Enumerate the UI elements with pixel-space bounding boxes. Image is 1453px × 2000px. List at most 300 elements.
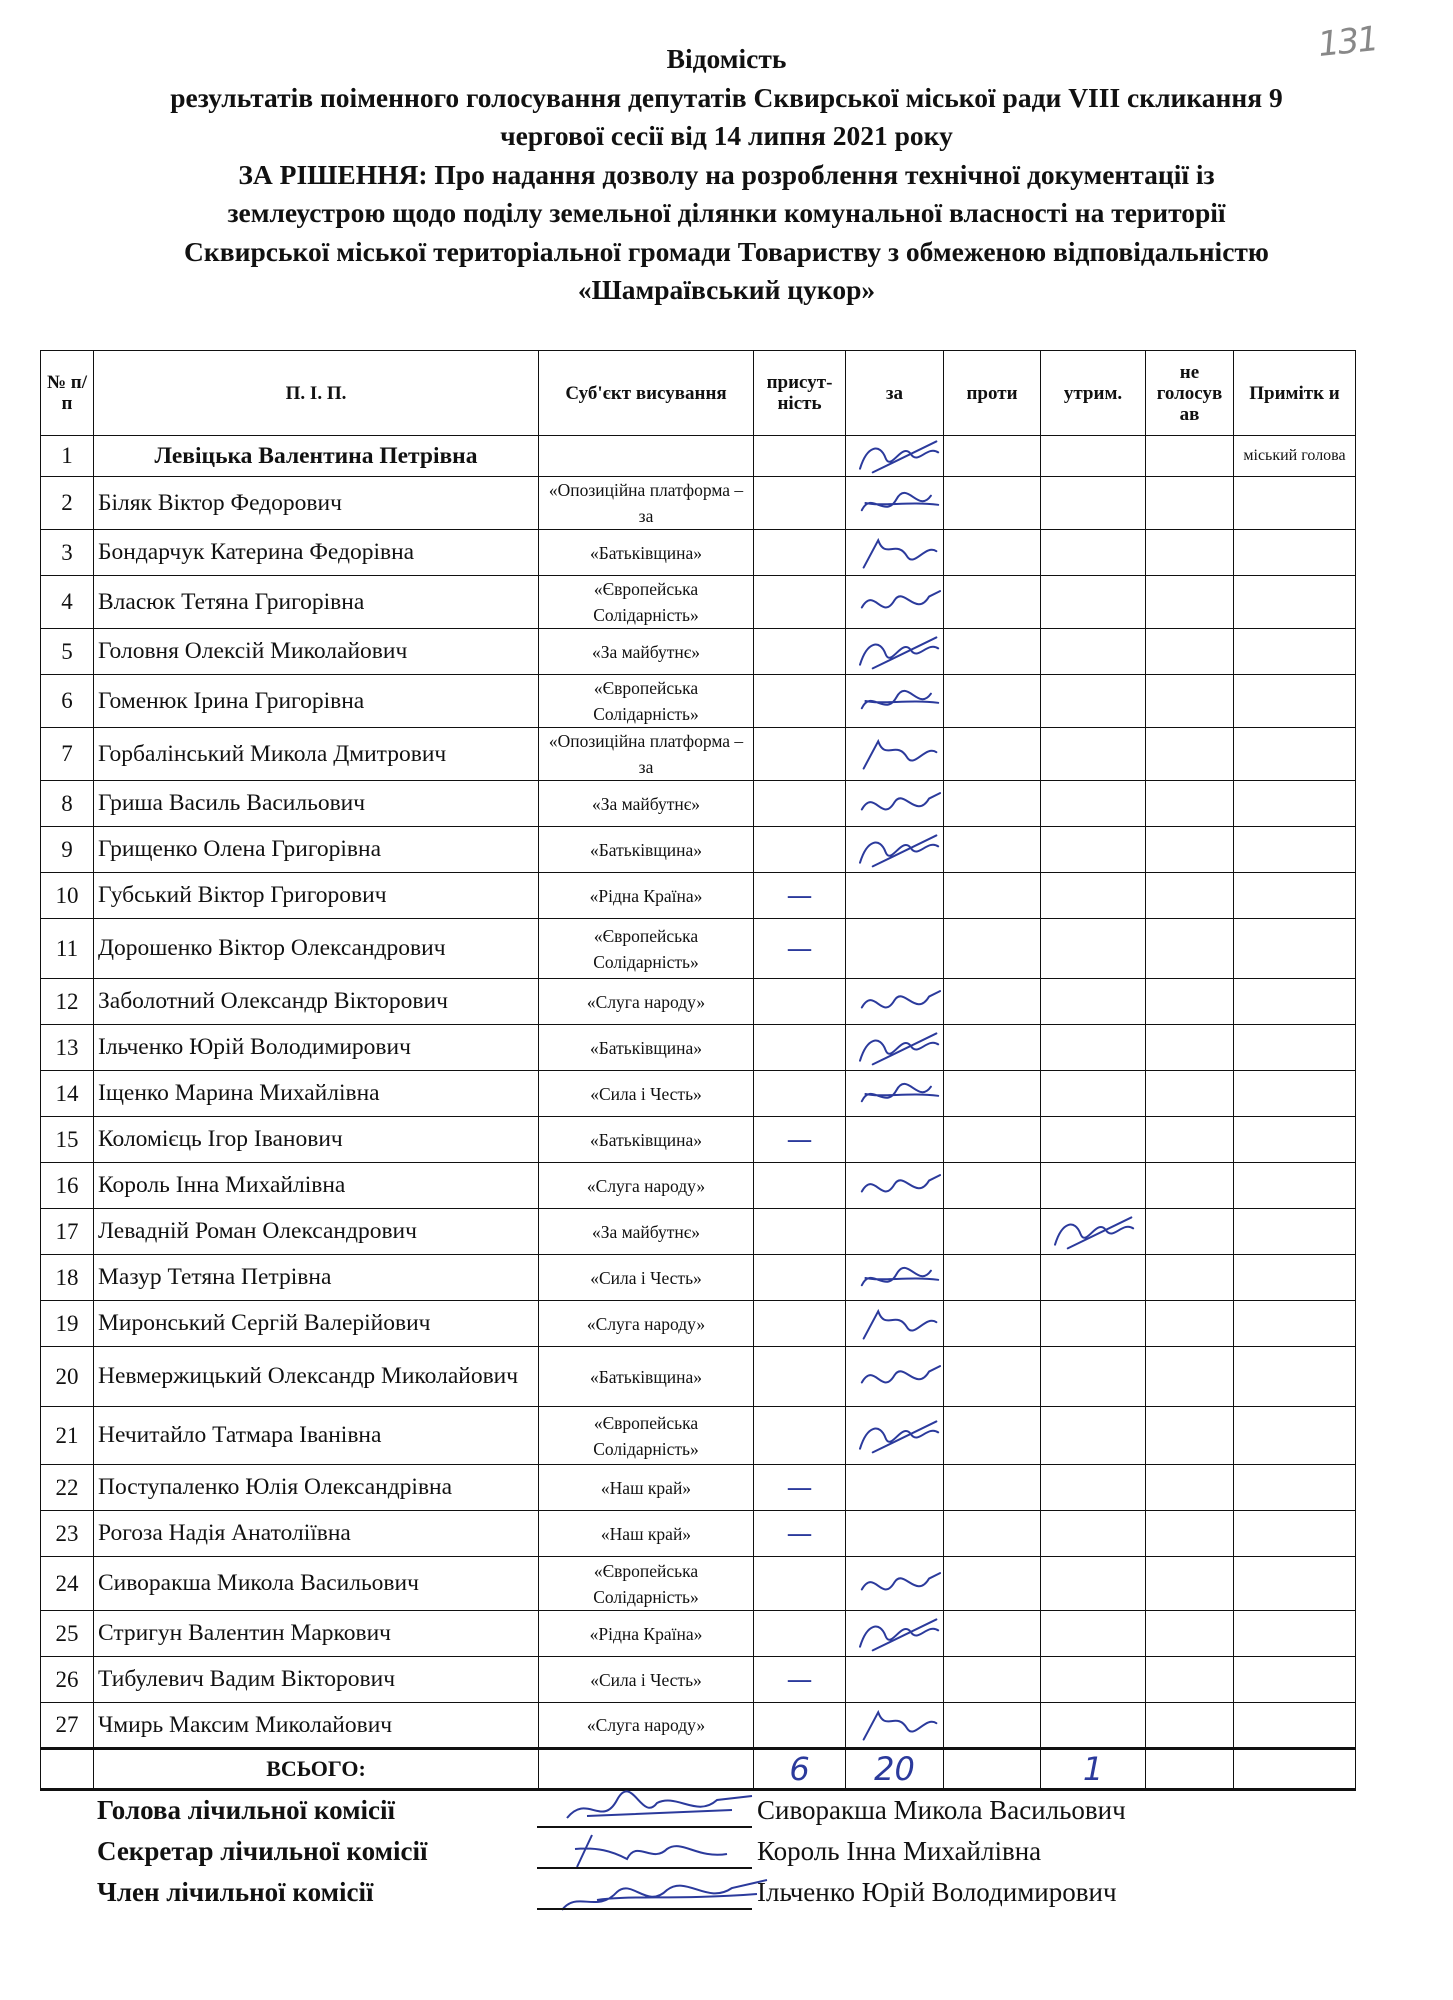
presence-mark: — — [754, 873, 846, 919]
vote-abstain — [1041, 1117, 1146, 1163]
row-number: 16 — [41, 1163, 94, 1209]
col-num: № п/п — [41, 351, 94, 436]
vote-not-voted — [1146, 530, 1234, 576]
handwritten-signature — [850, 533, 939, 573]
vote-against — [944, 1557, 1041, 1611]
handwritten-signature — [850, 734, 939, 774]
vote-for — [846, 1209, 944, 1255]
nominating-party: «Сила і Честь» — [539, 1255, 754, 1301]
signature-name: Ільченко Юрій Володимирович — [757, 1877, 1117, 1907]
handwritten-signature — [850, 1074, 939, 1114]
vote-against — [944, 1703, 1041, 1749]
row-number: 15 — [41, 1117, 94, 1163]
nominating-party: «Опозиційна платформа – за — [539, 477, 754, 530]
vote-for — [846, 1163, 944, 1209]
nominating-party: «Батьківщина» — [539, 530, 754, 576]
total-for: 20 — [846, 1749, 944, 1790]
vote-against — [944, 530, 1041, 576]
nominating-party: «Європейська Солідарність» — [539, 919, 754, 979]
handwritten-signature — [850, 1304, 939, 1344]
note — [1234, 1407, 1356, 1465]
vote-against — [944, 629, 1041, 675]
vote-for — [846, 477, 944, 530]
deputy-name: Король Інна Михайлівна — [94, 1163, 539, 1209]
note — [1234, 1347, 1356, 1407]
total-label: ВСЬОГО: — [94, 1749, 539, 1790]
deputy-name: Гриша Василь Васильович — [94, 781, 539, 827]
deputy-name: Грищенко Олена Григорівна — [94, 827, 539, 873]
nominating-party: «Батьківщина» — [539, 1117, 754, 1163]
vote-abstain — [1041, 1347, 1146, 1407]
header-line-6: Сквирської міської територіальної громади Товариству з обмеженою відповідальністю — [184, 235, 1269, 267]
vote-against — [944, 728, 1041, 781]
presence-mark — [754, 1407, 846, 1465]
vote-for — [846, 728, 944, 781]
presence-mark — [754, 827, 846, 873]
vote-for — [846, 1025, 944, 1071]
total-note — [1234, 1749, 1356, 1790]
vote-for — [846, 1703, 944, 1749]
deputy-name: Чмирь Максим Миколайович — [94, 1703, 539, 1749]
presence-mark — [754, 1209, 846, 1255]
note — [1234, 728, 1356, 781]
nominating-party: «Батьківщина» — [539, 1347, 754, 1407]
nominating-party: «Слуга народу» — [539, 1301, 754, 1347]
note — [1234, 1209, 1356, 1255]
vote-for — [846, 1611, 944, 1657]
vote-not-voted — [1146, 1025, 1234, 1071]
vote-against — [944, 477, 1041, 530]
vote-for — [846, 873, 944, 919]
vote-not-voted — [1146, 979, 1234, 1025]
vote-against — [944, 1209, 1041, 1255]
nominating-party — [539, 436, 754, 477]
note — [1234, 1071, 1356, 1117]
note — [1234, 629, 1356, 675]
nominating-party: «Європейська Солідарність» — [539, 1407, 754, 1465]
deputy-name: Іщенко Марина Михайлівна — [94, 1071, 539, 1117]
vote-abstain — [1041, 477, 1146, 530]
table-row — [41, 436, 1356, 477]
deputy-name: Сиворакша Микола Васильович — [94, 1557, 539, 1611]
vote-abstain — [1041, 1163, 1146, 1209]
vote-against — [944, 1163, 1041, 1209]
vote-against — [944, 1025, 1041, 1071]
nominating-party: «Сила і Честь» — [539, 1657, 754, 1703]
note — [1234, 979, 1356, 1025]
note — [1234, 530, 1356, 576]
vote-abstain — [1041, 576, 1146, 629]
presence-mark: — — [754, 1465, 846, 1511]
row-number: 21 — [41, 1407, 94, 1465]
row-number: 22 — [41, 1465, 94, 1511]
deputy-name: Рогоза Надія Анатоліївна — [94, 1511, 539, 1557]
row-number: 26 — [41, 1657, 94, 1703]
vote-abstain — [1041, 728, 1146, 781]
row-number: 9 — [41, 827, 94, 873]
header-line-7: «Шамраївський цукор» — [577, 274, 876, 305]
note — [1234, 1301, 1356, 1347]
deputy-name: Нечитайло Татмара Іванівна — [94, 1407, 539, 1465]
note — [1234, 1025, 1356, 1071]
document-header — [40, 40, 1413, 310]
handwritten-signature — [850, 1614, 939, 1654]
nominating-party: «Рідна Країна» — [539, 873, 754, 919]
handwritten-signature — [850, 1416, 939, 1456]
presence-mark — [754, 436, 846, 477]
vote-not-voted — [1146, 919, 1234, 979]
note — [1234, 477, 1356, 530]
vote-not-voted — [1146, 1557, 1234, 1611]
vote-for — [846, 1657, 944, 1703]
vote-for — [846, 1117, 944, 1163]
nominating-party: «Батьківщина» — [539, 827, 754, 873]
presence-mark — [754, 530, 846, 576]
note — [1234, 1163, 1356, 1209]
presence-mark — [754, 1611, 846, 1657]
vote-abstain — [1041, 1465, 1146, 1511]
vote-abstain — [1041, 1071, 1146, 1117]
deputy-name: Миронський Сергій Валерійович — [94, 1301, 539, 1347]
vote-abstain — [1041, 1209, 1146, 1255]
handwritten-signature — [850, 784, 939, 824]
vote-against — [944, 781, 1041, 827]
nominating-party: «За майбутнє» — [539, 1209, 754, 1255]
col-abstain: утрим. — [1041, 351, 1146, 436]
deputy-name: Дорошенко Віктор Олександрович — [94, 919, 539, 979]
vote-abstain — [1041, 979, 1146, 1025]
deputy-name: Заболотний Олександр Вікторович — [94, 979, 539, 1025]
vote-against — [944, 1255, 1041, 1301]
note — [1234, 1611, 1356, 1657]
row-number: 14 — [41, 1071, 94, 1117]
handwritten-signature — [850, 982, 939, 1022]
vote-for — [846, 1557, 944, 1611]
signature-name: Король Інна Михайлівна — [757, 1836, 1042, 1866]
vote-against — [944, 436, 1041, 477]
vote-not-voted — [1146, 1657, 1234, 1703]
vote-against — [944, 1071, 1041, 1117]
nominating-party: «Слуга народу» — [539, 1703, 754, 1749]
table-row — [41, 629, 1356, 675]
note — [1234, 919, 1356, 979]
table-row — [41, 1163, 1356, 1209]
note — [1234, 781, 1356, 827]
vote-not-voted — [1146, 436, 1234, 477]
presence-mark: — — [754, 919, 846, 979]
deputy-name: Мазур Тетяна Петрівна — [94, 1255, 539, 1301]
signature-row-member — [97, 1872, 1297, 1913]
note — [1234, 1465, 1356, 1511]
vote-abstain — [1041, 1407, 1146, 1465]
table-row — [41, 781, 1356, 827]
row-number: 10 — [41, 873, 94, 919]
handwritten-signature — [850, 1028, 939, 1068]
total-not-voted — [1146, 1749, 1234, 1790]
vote-for — [846, 1255, 944, 1301]
commission-signatures — [97, 1790, 1297, 1913]
handwritten-signature — [850, 483, 939, 523]
deputy-name: Ільченко Юрій Володимирович — [94, 1025, 539, 1071]
table-row — [41, 1071, 1356, 1117]
col-party: Суб'єкт висування — [539, 351, 754, 436]
row-number: 11 — [41, 919, 94, 979]
row-number: 3 — [41, 530, 94, 576]
signature-line — [537, 1908, 752, 1910]
signature-line — [537, 1826, 752, 1828]
vote-for — [846, 1465, 944, 1511]
handwritten-signature — [850, 1705, 939, 1745]
vote-abstain — [1041, 1025, 1146, 1071]
signature-row-chair — [97, 1790, 1297, 1831]
table-row — [41, 1465, 1356, 1511]
table-row — [41, 530, 1356, 576]
vote-for — [846, 1347, 944, 1407]
vote-not-voted — [1146, 1511, 1234, 1557]
vote-not-voted — [1146, 477, 1234, 530]
table-row — [41, 1301, 1356, 1347]
header-line-5: землеустрою щодо поділу земельної ділянки комунальної власності на території — [227, 197, 1226, 228]
presence-mark — [754, 576, 846, 629]
table-row — [41, 1557, 1356, 1611]
nominating-party: «Рідна Країна» — [539, 1611, 754, 1657]
vote-against — [944, 1511, 1041, 1557]
vote-abstain — [1041, 629, 1146, 675]
note — [1234, 1255, 1356, 1301]
vote-against — [944, 1301, 1041, 1347]
vote-not-voted — [1146, 1071, 1234, 1117]
vote-not-voted — [1146, 1465, 1234, 1511]
table-row — [41, 1255, 1356, 1301]
vote-abstain — [1041, 1611, 1146, 1657]
note: міський голова — [1234, 436, 1356, 477]
col-note: Примітк и — [1234, 351, 1356, 436]
presence-mark — [754, 629, 846, 675]
vote-not-voted — [1146, 1255, 1234, 1301]
vote-against — [944, 827, 1041, 873]
note — [1234, 675, 1356, 728]
vote-abstain — [1041, 675, 1146, 728]
deputy-name: Біляк Віктор Федорович — [94, 477, 539, 530]
presence-mark: — — [754, 1511, 846, 1557]
table-row — [41, 919, 1356, 979]
deputy-name: Тибулевич Вадим Вікторович — [94, 1657, 539, 1703]
voting-table — [40, 350, 1356, 1791]
presence-mark — [754, 781, 846, 827]
handwritten-signature — [850, 830, 939, 870]
vote-for — [846, 781, 944, 827]
vote-abstain — [1041, 1657, 1146, 1703]
handwritten-signature — [1045, 1212, 1141, 1252]
vote-abstain — [1041, 436, 1146, 477]
vote-not-voted — [1146, 1301, 1234, 1347]
vote-against — [944, 1407, 1041, 1465]
vote-not-voted — [1146, 873, 1234, 919]
row-number: 18 — [41, 1255, 94, 1301]
total-party — [539, 1749, 754, 1790]
row-number: 27 — [41, 1703, 94, 1749]
total-row — [41, 1749, 1356, 1790]
vote-not-voted — [1146, 675, 1234, 728]
handwritten-signature — [850, 1357, 939, 1397]
vote-abstain — [1041, 919, 1146, 979]
vote-not-voted — [1146, 827, 1234, 873]
vote-not-voted — [1146, 781, 1234, 827]
table-row — [41, 1025, 1356, 1071]
col-name: П. І. П. — [94, 351, 539, 436]
deputy-name: Головня Олексій Миколайович — [94, 629, 539, 675]
col-not-voted: не голосув ав — [1146, 351, 1234, 436]
table-row — [41, 1209, 1356, 1255]
vote-against — [944, 1117, 1041, 1163]
presence-mark — [754, 1025, 846, 1071]
vote-abstain — [1041, 873, 1146, 919]
row-number: 7 — [41, 728, 94, 781]
vote-against — [944, 1611, 1041, 1657]
deputy-name: Левадній Роман Олександрович — [94, 1209, 539, 1255]
nominating-party: «Слуга народу» — [539, 979, 754, 1025]
row-number: 4 — [41, 576, 94, 629]
note — [1234, 1657, 1356, 1703]
deputy-name: Горбалінський Микола Дмитрович — [94, 728, 539, 781]
presence-mark — [754, 1163, 846, 1209]
vote-for — [846, 1301, 944, 1347]
deputy-name: Коломієць Ігор Іванович — [94, 1117, 539, 1163]
vote-for — [846, 827, 944, 873]
nominating-party: «Наш край» — [539, 1465, 754, 1511]
row-number: 2 — [41, 477, 94, 530]
handwritten-signature — [557, 1870, 777, 1923]
table-row — [41, 1657, 1356, 1703]
nominating-party: «Європейська Солідарність» — [539, 1557, 754, 1611]
total-abstain: 1 — [1041, 1749, 1146, 1790]
vote-for — [846, 629, 944, 675]
vote-not-voted — [1146, 1703, 1234, 1749]
vote-abstain — [1041, 1255, 1146, 1301]
note — [1234, 827, 1356, 873]
nominating-party: «Наш край» — [539, 1511, 754, 1557]
vote-against — [944, 1347, 1041, 1407]
handwritten-signature — [850, 436, 939, 476]
signature-role: Член лічильної комісії — [97, 1877, 374, 1907]
vote-for — [846, 1511, 944, 1557]
vote-not-voted — [1146, 1611, 1234, 1657]
row-number: 17 — [41, 1209, 94, 1255]
row-number: 13 — [41, 1025, 94, 1071]
vote-not-voted — [1146, 1117, 1234, 1163]
presence-mark: — — [754, 1117, 846, 1163]
total-against — [944, 1749, 1041, 1790]
col-against: проти — [944, 351, 1041, 436]
table-row — [41, 827, 1356, 873]
table-row — [41, 1407, 1356, 1465]
table-row — [41, 979, 1356, 1025]
note — [1234, 1117, 1356, 1163]
vote-for — [846, 436, 944, 477]
presence-mark — [754, 1071, 846, 1117]
row-number: 23 — [41, 1511, 94, 1557]
deputy-name: Губський Віктор Григорович — [94, 873, 539, 919]
vote-for — [846, 530, 944, 576]
deputy-name: Поступаленко Юлія Олександрівна — [94, 1465, 539, 1511]
signature-role: Голова лічильної комісії — [97, 1795, 395, 1825]
vote-abstain — [1041, 1301, 1146, 1347]
col-present: присут-ність — [754, 351, 846, 436]
row-number: 20 — [41, 1347, 94, 1407]
header-title: Відомість — [666, 43, 787, 74]
table-row — [41, 1703, 1356, 1749]
col-for: за — [846, 351, 944, 436]
row-number: 25 — [41, 1611, 94, 1657]
presence-mark — [754, 1255, 846, 1301]
vote-for — [846, 979, 944, 1025]
row-number: 8 — [41, 781, 94, 827]
vote-for — [846, 919, 944, 979]
note — [1234, 1511, 1356, 1557]
presence-mark — [754, 1347, 846, 1407]
vote-against — [944, 576, 1041, 629]
nominating-party: «Опозиційна платформа – за — [539, 728, 754, 781]
signature-name: Сиворакша Микола Васильович — [757, 1795, 1126, 1825]
vote-for — [846, 576, 944, 629]
row-number: 19 — [41, 1301, 94, 1347]
vote-abstain — [1041, 1557, 1146, 1611]
page-number: 131 — [1316, 19, 1379, 65]
presence-mark: — — [754, 1657, 846, 1703]
signature-role: Секретар лічильної комісії — [97, 1836, 428, 1866]
vote-for — [846, 1071, 944, 1117]
nominating-party: «Сила і Честь» — [539, 1071, 754, 1117]
deputy-name: Бондарчук Катерина Федорівна — [94, 530, 539, 576]
deputy-name: Власюк Тетяна Григорівна — [94, 576, 539, 629]
vote-abstain — [1041, 827, 1146, 873]
nominating-party: «Європейська Солідарність» — [539, 675, 754, 728]
table-row — [41, 576, 1356, 629]
handwritten-signature — [850, 582, 939, 622]
row-number: 6 — [41, 675, 94, 728]
header-line-3: чергової сесії від 14 липня 2021 року — [500, 120, 953, 151]
table-row — [41, 1511, 1356, 1557]
vote-against — [944, 873, 1041, 919]
nominating-party: «Слуга народу» — [539, 1163, 754, 1209]
signature-line — [537, 1867, 752, 1869]
total-present: 6 — [754, 1749, 846, 1790]
row-number: 5 — [41, 629, 94, 675]
note — [1234, 1703, 1356, 1749]
presence-mark — [754, 728, 846, 781]
deputy-name: Невмержицький Олександр Миколайович — [94, 1347, 539, 1407]
total-num — [41, 1749, 94, 1790]
table-row — [41, 477, 1356, 530]
vote-not-voted — [1146, 728, 1234, 781]
presence-mark — [754, 477, 846, 530]
table-row — [41, 1117, 1356, 1163]
vote-abstain — [1041, 781, 1146, 827]
vote-not-voted — [1146, 629, 1234, 675]
deputy-name: Гоменюк Ірина Григорівна — [94, 675, 539, 728]
vote-not-voted — [1146, 1407, 1234, 1465]
row-number: 1 — [41, 436, 94, 477]
table-row — [41, 1611, 1356, 1657]
note — [1234, 873, 1356, 919]
vote-not-voted — [1146, 1163, 1234, 1209]
handwritten-signature — [850, 1258, 939, 1298]
handwritten-signature — [850, 1564, 939, 1604]
table-header-row — [41, 351, 1356, 436]
row-number: 12 — [41, 979, 94, 1025]
vote-abstain — [1041, 1703, 1146, 1749]
vote-against — [944, 919, 1041, 979]
